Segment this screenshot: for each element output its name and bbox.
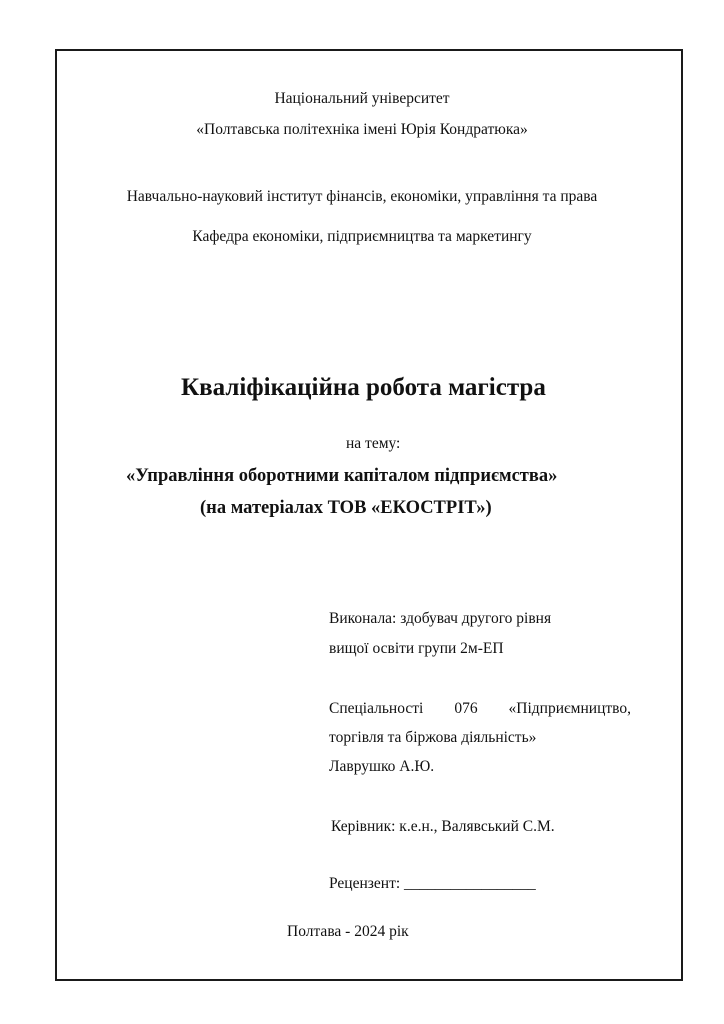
specialty-label: Спеціальності: [329, 700, 424, 717]
specialty-name-start: «Підприємництво,: [508, 700, 631, 717]
author-name: Лаврушко А.Ю.: [329, 758, 435, 775]
author-info-line2: вищої освіти групи 2м-ЕП: [329, 640, 504, 657]
thesis-topic-line1: «Управління оборотними капіталом підприємства»: [126, 466, 558, 486]
reviewer-line: [329, 874, 536, 894]
specialty-line1: [329, 699, 631, 719]
on-topic-label: на тему:: [346, 435, 401, 452]
university-name-line1: Національний університет: [274, 90, 450, 107]
supervisor-info: Керівник: к.е.н., Валявський С.М.: [331, 818, 555, 835]
university-name-line2: «Полтавська політехніка імені Юрія Кондратюка»: [196, 121, 528, 138]
reviewer-blank: _________________: [404, 875, 536, 892]
reviewer-label: Рецензент:: [329, 875, 401, 892]
thesis-topic-line2: (на матеріалах ТОВ «ЕКОСТРІТ»): [200, 498, 492, 518]
work-type-title: Кваліфікаційна робота магістра: [181, 374, 546, 401]
city-year: Полтава - 2024 рік: [287, 923, 409, 940]
institute-name: Навчально-науковий інститут фінансів, економіки, управління та права: [126, 188, 598, 205]
author-info-line1: Виконала: здобувач другого рівня: [329, 610, 552, 627]
department-name: Кафедра економіки, підприємництва та маркетингу: [192, 228, 532, 245]
specialty-line2: торгівля та біржова діяльність»: [329, 729, 537, 746]
specialty-code: 076: [454, 700, 478, 717]
